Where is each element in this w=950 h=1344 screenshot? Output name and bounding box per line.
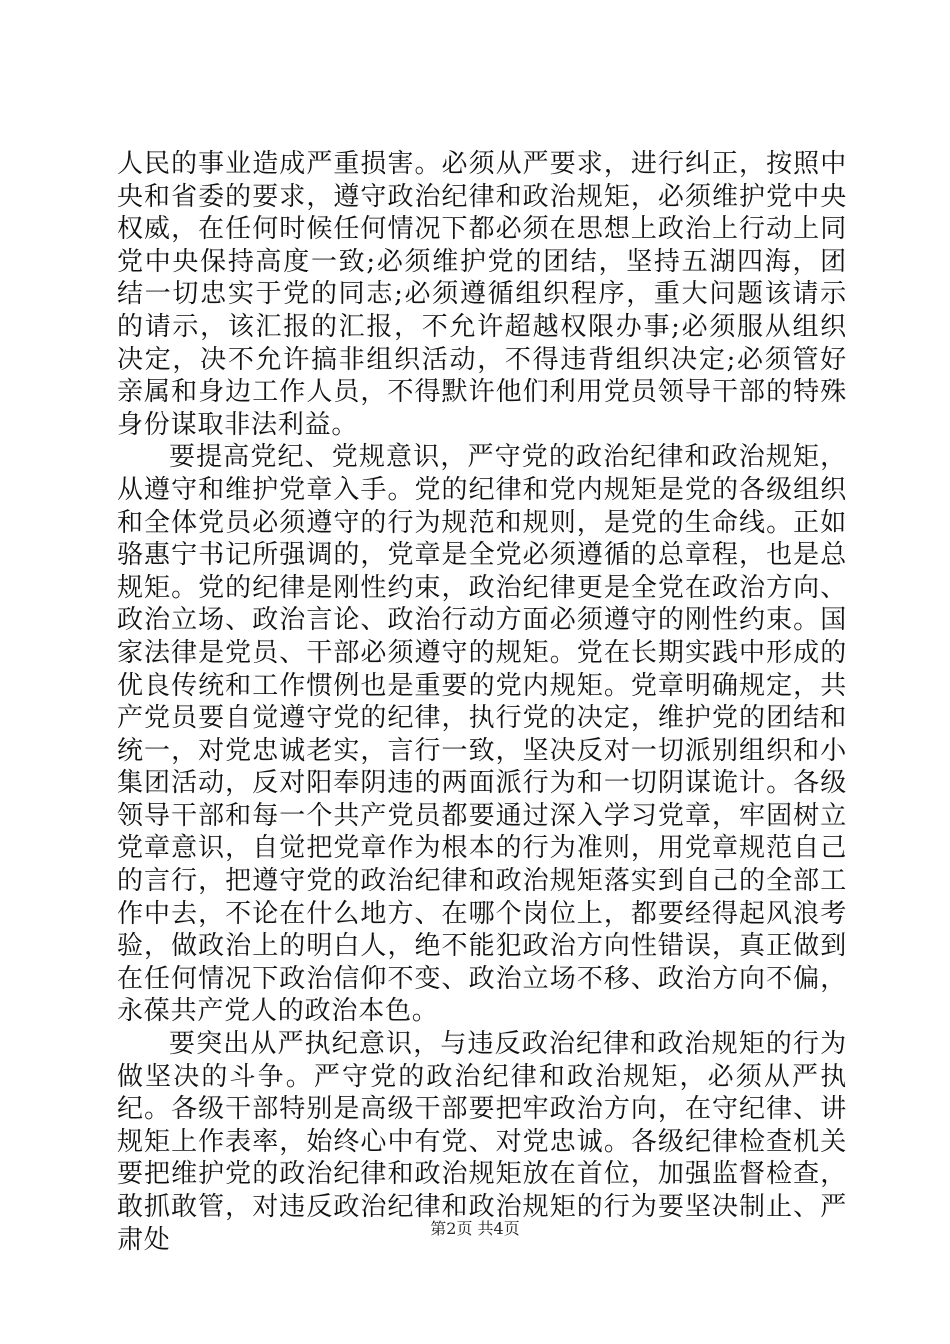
paragraph-2: 要提高党纪、党规意识，严守党的政治纪律和政治规矩，从遵守和维护党章入手。党的纪律和党内规矩是党的各级组织和全体党员必须遵守的行为规范和规则，是党的生命线。正如骆惠宁书记所强调的，党章是全党必须遵循的总章程，也是总规矩。党的纪律是刚性约束，政治纪律更是全党在政治方向、政治立场、政治言论、政治行动方面必须遵守的刚性约束。国家法律是党员、干部必须遵守的规矩。党在长期实践中形成的优良传统和工作惯例也是重要的党内规矩。党章明确规定，共产党员要自觉遵守党的纪律，执行党的决定，维护党的团结和统一，对党忠诚老实，言行一致，坚决反对一切派别组织和小集团活动，反对阳奉阴违的两面派行为和一切阴谋诡计。各级领导干部和每一个共产党员都要通过深入学习党章，牢固树立党章意识，自觉把党章作为根本的行为准则，用党章规范自己的言行，把遵守党的政治纪律和政治规矩落实到自己的全部工作中去，不论在什么地方、在哪个岗位上，都要经得起风浪考验，做政治上的明白人，绝不能犯政治方向性错误，真正做到在任何情况下政治信仰不变、政治立场不移、政治方向不偏，永葆共产党人的政治本色。: [117, 442, 847, 1027]
page-number-footer: 第2页 共4页: [430, 1219, 520, 1238]
paragraph-1: 人民的事业造成严重损害。必须从严要求，进行纠正，按照中央和省委的要求，遵守政治纪律和政治规矩，必须维护党中央权威，在任何时候任何情况下都必须在思想上政治上行动上同党中央保持高度一致;必须维护党的团结，坚持五湖四海，团结一切忠实于党的同志;必须遵循组织程序，重大问题该请示的请示，该汇报的汇报，不允许超越权限办事;必须服从组织决定，决不允许搞非组织活动，不得违背组织决定;必须管好亲属和身边工作人员，不得默许他们利用党员领导干部的特殊身份谋取非法利益。: [117, 149, 847, 440]
paragraph-3: 要突出从严执纪意识，与违反政治纪律和政治规矩的行为做坚决的斗争。严守党的政治纪律和政治规矩，必须从严执纪。各级干部特别是高级干部要把牢政治方向，在守纪律、讲规矩上作表率，始终心中有党、对党忠诚。各级纪律检查机关要把维护党的政治纪律和政治规矩放在首位，加强监督检查，敢抓敢管，对违反政治纪律和政治规矩的行为要坚决制止、严肃处: [117, 1029, 847, 1255]
document-body: [117, 148, 847, 1256]
